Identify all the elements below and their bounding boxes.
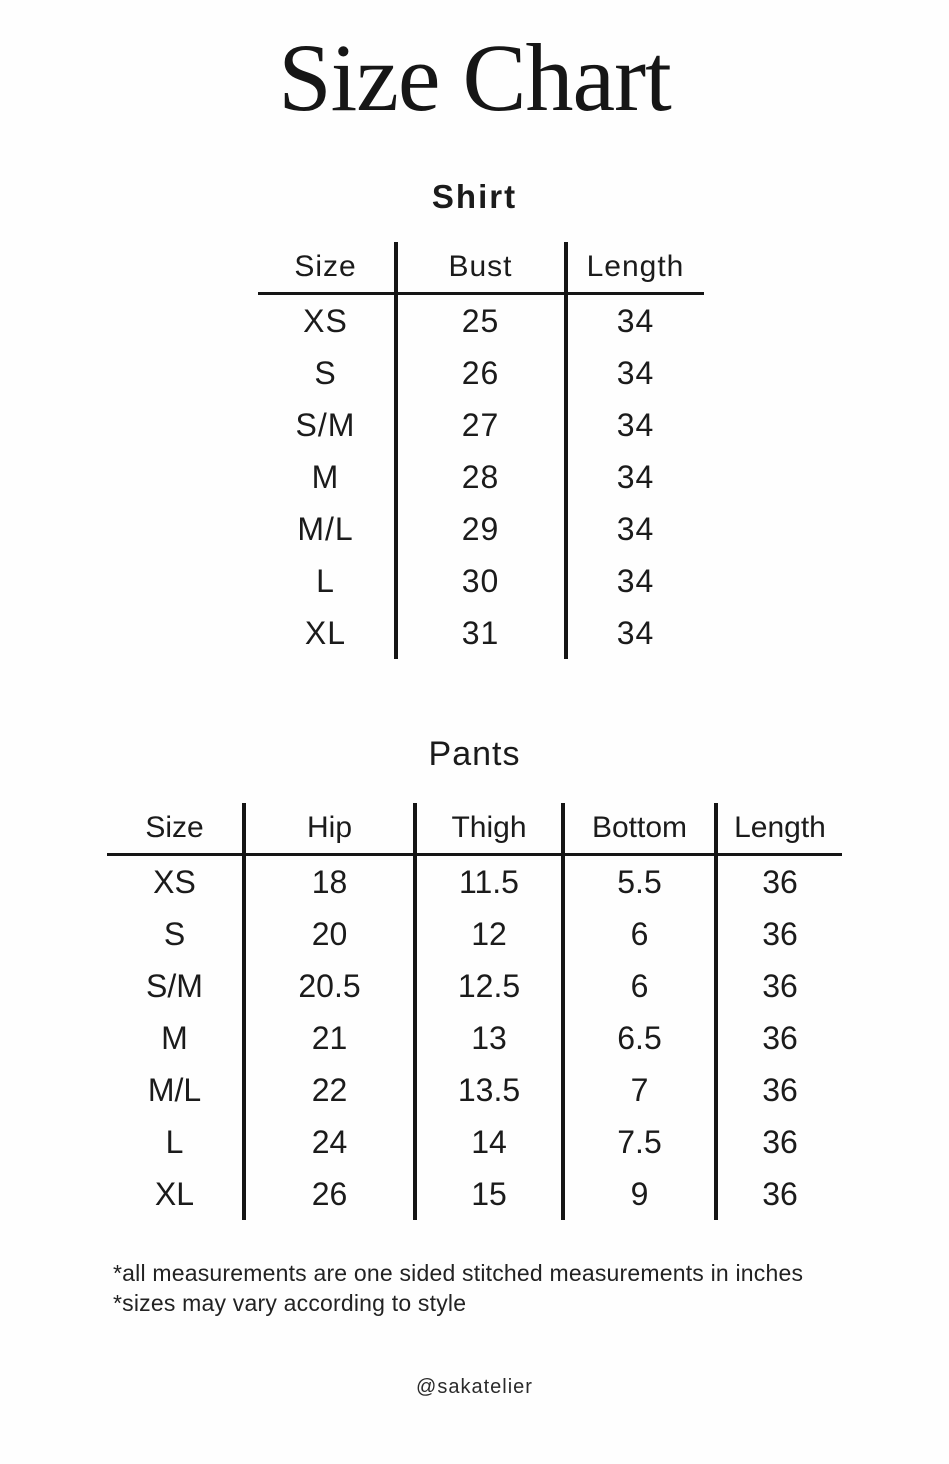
table-cell: 26 xyxy=(242,1168,413,1220)
table-cell: 22 xyxy=(242,1064,413,1116)
table-row xyxy=(107,856,842,908)
table-row xyxy=(107,908,842,960)
table-cell: 12 xyxy=(413,908,561,960)
table-cell: 12.5 xyxy=(413,960,561,1012)
pants-section xyxy=(0,735,949,1220)
column-header: Hip xyxy=(242,803,413,856)
table-cell: 29 xyxy=(394,503,564,555)
table-row xyxy=(258,607,704,659)
pants-size-table xyxy=(107,803,842,1220)
table-cell: 20 xyxy=(242,908,413,960)
table-cell: 30 xyxy=(394,555,564,607)
table-cell: 34 xyxy=(564,451,704,503)
table-cell: 21 xyxy=(242,1012,413,1064)
table-cell: 13.5 xyxy=(413,1064,561,1116)
table-cell: 36 xyxy=(714,908,842,960)
table-cell: 36 xyxy=(714,1064,842,1116)
table-cell: 34 xyxy=(564,607,704,659)
table-row xyxy=(107,1012,842,1064)
column-header: Size xyxy=(107,803,242,856)
table-cell: XS xyxy=(303,302,348,339)
column-header: Length xyxy=(564,242,704,295)
table-cell: 15 xyxy=(413,1168,561,1220)
table-cell: 18 xyxy=(242,856,413,908)
shirt-size-table xyxy=(258,242,704,659)
pants-table-title: Pants xyxy=(428,735,521,773)
table-cell: 20.5 xyxy=(242,960,413,1012)
table-cell: 36 xyxy=(714,1012,842,1064)
table-row xyxy=(258,503,704,555)
table-cell: 28 xyxy=(394,451,564,503)
table-cell: 6.5 xyxy=(561,1012,714,1064)
table-cell: XL xyxy=(304,614,347,651)
table-cell: 34 xyxy=(564,347,704,399)
table-header-row xyxy=(107,803,842,856)
table-cell: 13 xyxy=(413,1012,561,1064)
table-row xyxy=(258,347,704,399)
table-cell: M xyxy=(311,458,340,495)
table-cell: S xyxy=(163,915,186,952)
table-cell: 34 xyxy=(564,295,704,347)
table-row xyxy=(107,960,842,1012)
table-cell: 24 xyxy=(242,1116,413,1168)
table-cell: S/M xyxy=(146,967,203,1004)
table-row xyxy=(107,1168,842,1220)
table-cell: XL xyxy=(154,1175,195,1212)
table-cell: S/M xyxy=(295,406,356,443)
table-cell: XS xyxy=(153,863,196,900)
column-header: Size xyxy=(258,242,394,295)
table-cell: M/L xyxy=(147,1071,202,1108)
table-cell: 7.5 xyxy=(561,1116,714,1168)
table-cell: 11.5 xyxy=(413,856,561,908)
table-cell: 6 xyxy=(561,908,714,960)
table-cell: 27 xyxy=(394,399,564,451)
table-cell: 34 xyxy=(564,503,704,555)
table-cell: S xyxy=(314,354,337,391)
shirt-table-title: Shirt xyxy=(431,178,518,215)
table-cell: M xyxy=(161,1019,188,1056)
table-cell: L xyxy=(316,562,335,599)
note-measurements: *all measurements are one sided stitched measurements in inches xyxy=(113,1260,804,1286)
table-cell: 26 xyxy=(394,347,564,399)
column-header: Length xyxy=(714,803,842,856)
page-title: Size Chart xyxy=(278,24,671,131)
table-cell: 34 xyxy=(564,555,704,607)
table-row xyxy=(258,399,704,451)
table-cell: 5.5 xyxy=(561,856,714,908)
table-row xyxy=(258,451,704,503)
column-header: Thigh xyxy=(413,803,561,856)
table-cell: 9 xyxy=(561,1168,714,1220)
table-row xyxy=(107,1064,842,1116)
social-handle: @sakatelier xyxy=(416,1376,533,1398)
table-row xyxy=(258,295,704,347)
table-cell: L xyxy=(165,1123,184,1160)
table-cell: 31 xyxy=(394,607,564,659)
table-row xyxy=(258,555,704,607)
table-cell: M/L xyxy=(297,510,354,547)
table-cell: 25 xyxy=(394,295,564,347)
table-cell: 7 xyxy=(561,1064,714,1116)
table-cell: 36 xyxy=(714,1168,842,1220)
table-cell: 14 xyxy=(413,1116,561,1168)
table-cell: 34 xyxy=(564,399,704,451)
table-cell: 36 xyxy=(714,960,842,1012)
column-header: Bottom xyxy=(561,803,714,856)
column-header: Bust xyxy=(394,242,564,295)
note-size-variance: *sizes may vary according to style xyxy=(113,1290,467,1316)
table-row xyxy=(107,1116,842,1168)
table-cell: 36 xyxy=(714,856,842,908)
shirt-section xyxy=(0,178,949,659)
measurement-notes xyxy=(0,1258,949,1318)
table-cell: 6 xyxy=(561,960,714,1012)
table-cell: 36 xyxy=(714,1116,842,1168)
table-header-row xyxy=(258,242,704,295)
